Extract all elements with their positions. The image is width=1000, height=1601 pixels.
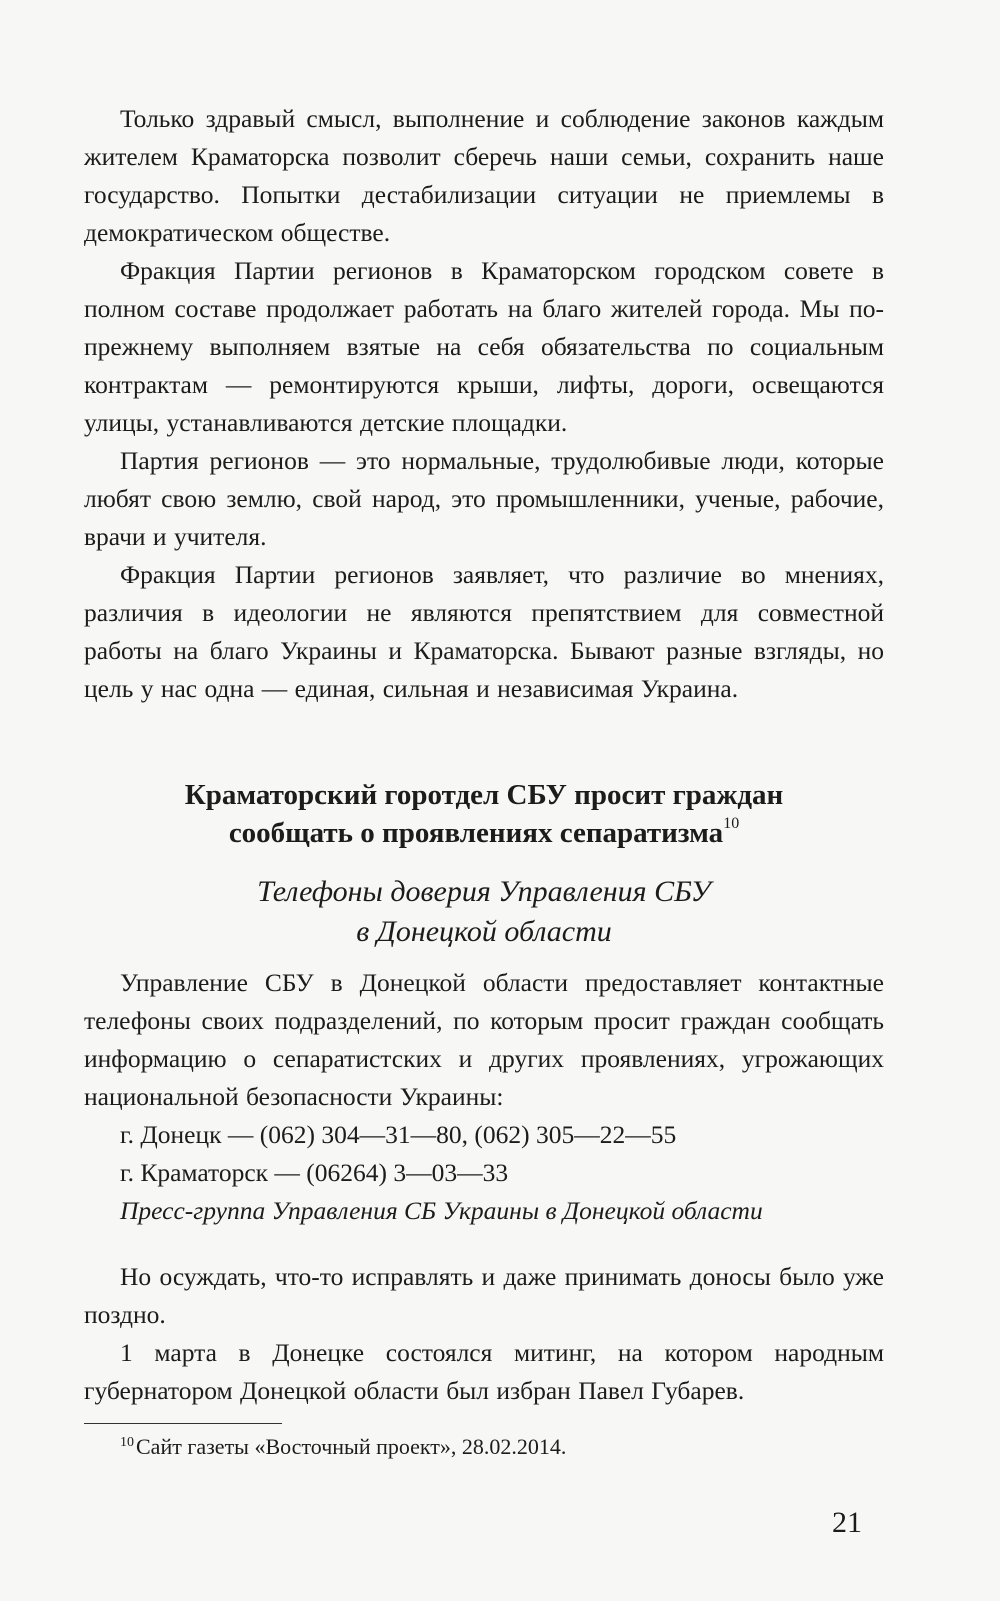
- press-group-signature: Пресс-группа Управления СБ Украины в Донецкой области: [120, 1196, 763, 1225]
- paragraph: Фракция Партии регионов заявляет, что различие во мнениях, различия в идеологии не являются препятствием для совместной работы на благо Украины и Краматорска. Бывают разные взгляды, но цель у нас одна — единая, сильная и независимая Украина.: [84, 560, 884, 703]
- footnote: [120, 1432, 566, 1462]
- heading-line: сообщать о проявлениях сепаратизма: [228, 817, 724, 849]
- footnote-divider: [84, 1423, 282, 1424]
- paragraph: Фракция Партии регионов в Краматорском городском совете в полном составе продолжает работать на благо жителей города. Мы по-прежнему выполняем взятые на себя обязательства по социальным контрактам — ремонтируются крыши, лифты, дороги, освещаются улицы, устанавливаются детские площадки.: [84, 256, 884, 437]
- paragraph: Только здравый смысл, выполнение и соблюдение законов каждым жителем Краматорска позволит сберечь наши семьи, сохранить наше государство. Попытки дестабилизации ситуации не приемлемы в демократическом обществе.: [84, 104, 884, 247]
- sbu-notice: [84, 964, 884, 1230]
- section-heading: [84, 776, 884, 852]
- phone-kramatorsk: г. Краматорск — (06264) 3—03—33: [120, 1158, 509, 1187]
- paragraph: Но осуждать, что-то исправлять и даже принимать доносы было уже поздно.: [84, 1262, 884, 1329]
- phone-donetsk: г. Донецк — (062) 304—31—80, (062) 305—22—55: [120, 1120, 677, 1149]
- footnote-text: Сайт газеты «Восточный проект», 28.02.2014.: [136, 1434, 567, 1459]
- paragraph: 1 марта в Донецке состоялся митинг, на котором народным губернатором Донецкой области был избран Павел Губарев.: [84, 1338, 884, 1405]
- intro-text: [84, 100, 884, 708]
- heading-line: Краматорский горотдел СБУ просит граждан: [184, 779, 784, 811]
- subheading-line: Телефоны доверия Управления СБУ: [257, 875, 711, 908]
- subheading-line: в Донецкой области: [356, 915, 612, 948]
- paragraph: Партия регионов — это нормальные, трудолюбивые люди, которые любят свою землю, свой народ, это промышленники, ученые, рабочие, врачи и учителя.: [84, 446, 884, 551]
- footnote-number: 10: [120, 1435, 134, 1450]
- outro-text: [84, 1258, 884, 1410]
- footnote-reference: 10: [723, 815, 740, 832]
- section-subheading: [84, 872, 884, 952]
- notice-paragraph: Управление СБУ в Донецкой области предоставляет контактные телефоны своих подразделений, по которым просит граждан сообщать информацию о сепаратистских и других проявлениях, угрожающих национальной безопасности Украины:: [84, 968, 884, 1111]
- page-number: 21: [832, 1506, 862, 1539]
